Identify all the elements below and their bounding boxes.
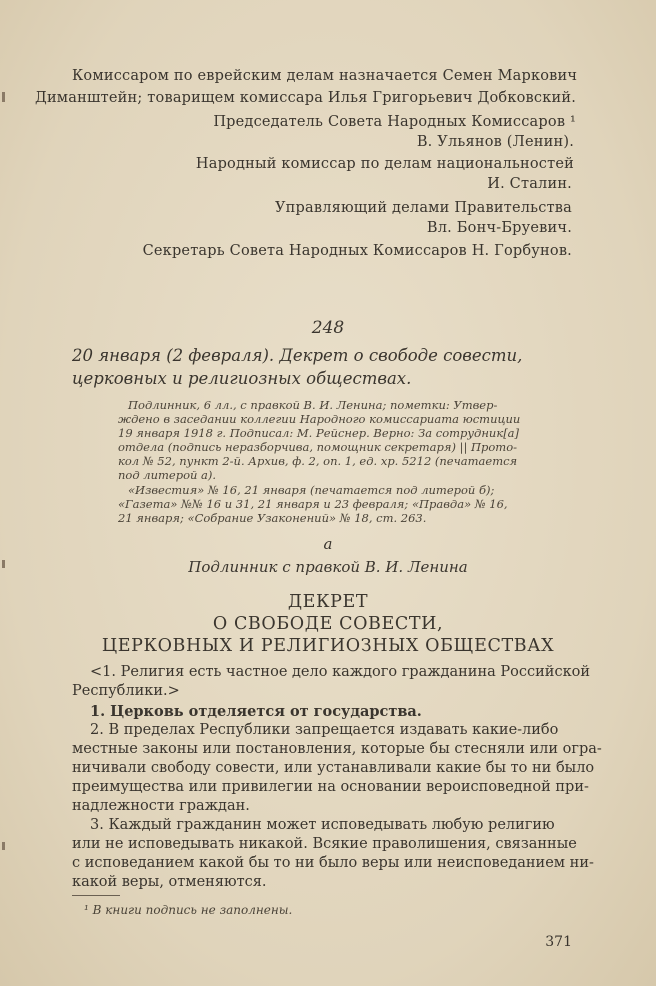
source-note-line: под литерой а). xyxy=(118,468,217,482)
document-number: 248 xyxy=(311,318,345,338)
signature-secretary: Секретарь Совета Народных Комиссаров Н. Горбунов. xyxy=(142,243,572,259)
body-line: какой веры, отменяются. xyxy=(72,874,267,890)
footnote-rule xyxy=(72,895,120,896)
source-note-line: Подлинник, 6 лл., с правкой В. И. Ленина; пометки: Утвер- xyxy=(128,398,498,412)
source-note-line: кол № 52, пункт 2-й. Архив, ф. 2, оп. 1, ед. хр. 5212 (печатается xyxy=(118,454,518,468)
body-line: ничивали свободу совести, или устанавливали какие бы то ни было xyxy=(72,760,595,776)
variant-letter: а xyxy=(323,535,333,553)
body-line: <1. Религия есть частное дело каждого гражданина Российской xyxy=(90,664,591,680)
variant-caption: Подлинник с правкой В. И. Ленина xyxy=(188,558,468,576)
source-note-line: ждено в заседании коллегии Народного комиссариата юстиции xyxy=(118,412,521,426)
signature-chairman-title: Председатель Совета Народных Комиссаров ¹ xyxy=(213,114,576,130)
page-edge-mark xyxy=(2,92,5,102)
body-line: с исповеданием какой бы то ни было веры или неисповеданием ни- xyxy=(72,855,594,871)
document-title-line-1: 20 января (2 февраля). Декрет о свободе совести, xyxy=(72,346,523,365)
body-line-article-2: 2. В пределах Республики запрещается издавать какие-либо xyxy=(90,722,559,738)
body-line: или не исповедывать никакой. Всякие праволишения, связанные xyxy=(72,836,577,852)
signature-chairman-name: В. Ульянов (Ленин). xyxy=(416,134,574,150)
appointment-line-2: Диманштейн; товарищем комиссара Илья Григорьевич Добковский. xyxy=(34,90,576,106)
document-title-line-2: церковных и религиозных обществах. xyxy=(72,369,412,388)
source-note-line: «Известия» № 16, 21 января (печатается под литерой б); xyxy=(128,483,495,497)
source-note-line: «Газета» №№ 16 и 31, 21 января и 23 февраля; «Правда» № 16, xyxy=(118,497,508,511)
appointment-line-1: Комиссаром по еврейским делам назначается Семен Маркович xyxy=(72,68,578,84)
decree-heading-2: О СВОБОДЕ СОВЕСТИ, xyxy=(212,614,444,634)
body-line: местные законы или постановления, которые бы стесняли или огра- xyxy=(72,741,602,757)
body-line: надлежности граждан. xyxy=(72,798,250,814)
source-note-line: 19 января 1918 г. Подписал: М. Рейснер. Верно: За сотрудник[а] xyxy=(118,426,520,440)
signature-manager-name: Вл. Бонч-Бруевич. xyxy=(426,220,572,236)
source-note-line: отдела (подпись неразборчива, помощник секретаря) || Прото- xyxy=(118,440,518,454)
footnote: ¹ В книги подпись не заполнены. xyxy=(84,903,293,917)
decree-heading-1: ДЕКРЕТ xyxy=(287,592,369,612)
source-note-line: 21 января; «Собрание Узаконений» № 18, ст. 263. xyxy=(118,511,427,525)
decree-heading-3: ЦЕРКОВНЫХ И РЕЛИГИОЗНЫХ ОБЩЕСТВАХ xyxy=(101,636,555,656)
body-line: преимущества или привилегии на основании вероисповедной при- xyxy=(72,779,589,795)
page-number: 371 xyxy=(545,934,572,950)
signature-manager-title: Управляющий делами Правительства xyxy=(274,200,572,216)
signature-nationalities-name: И. Сталин. xyxy=(487,176,572,192)
body-line: Республики.> xyxy=(72,683,180,699)
body-line-article-3: 3. Каждый гражданин может исповедывать любую религию xyxy=(90,817,555,833)
page-edge-mark xyxy=(2,842,5,850)
signature-nationalities-title: Народный комиссар по делам национальностей xyxy=(195,156,574,172)
body-line-article-1: 1. Церковь отделяется от государства. xyxy=(90,703,422,720)
